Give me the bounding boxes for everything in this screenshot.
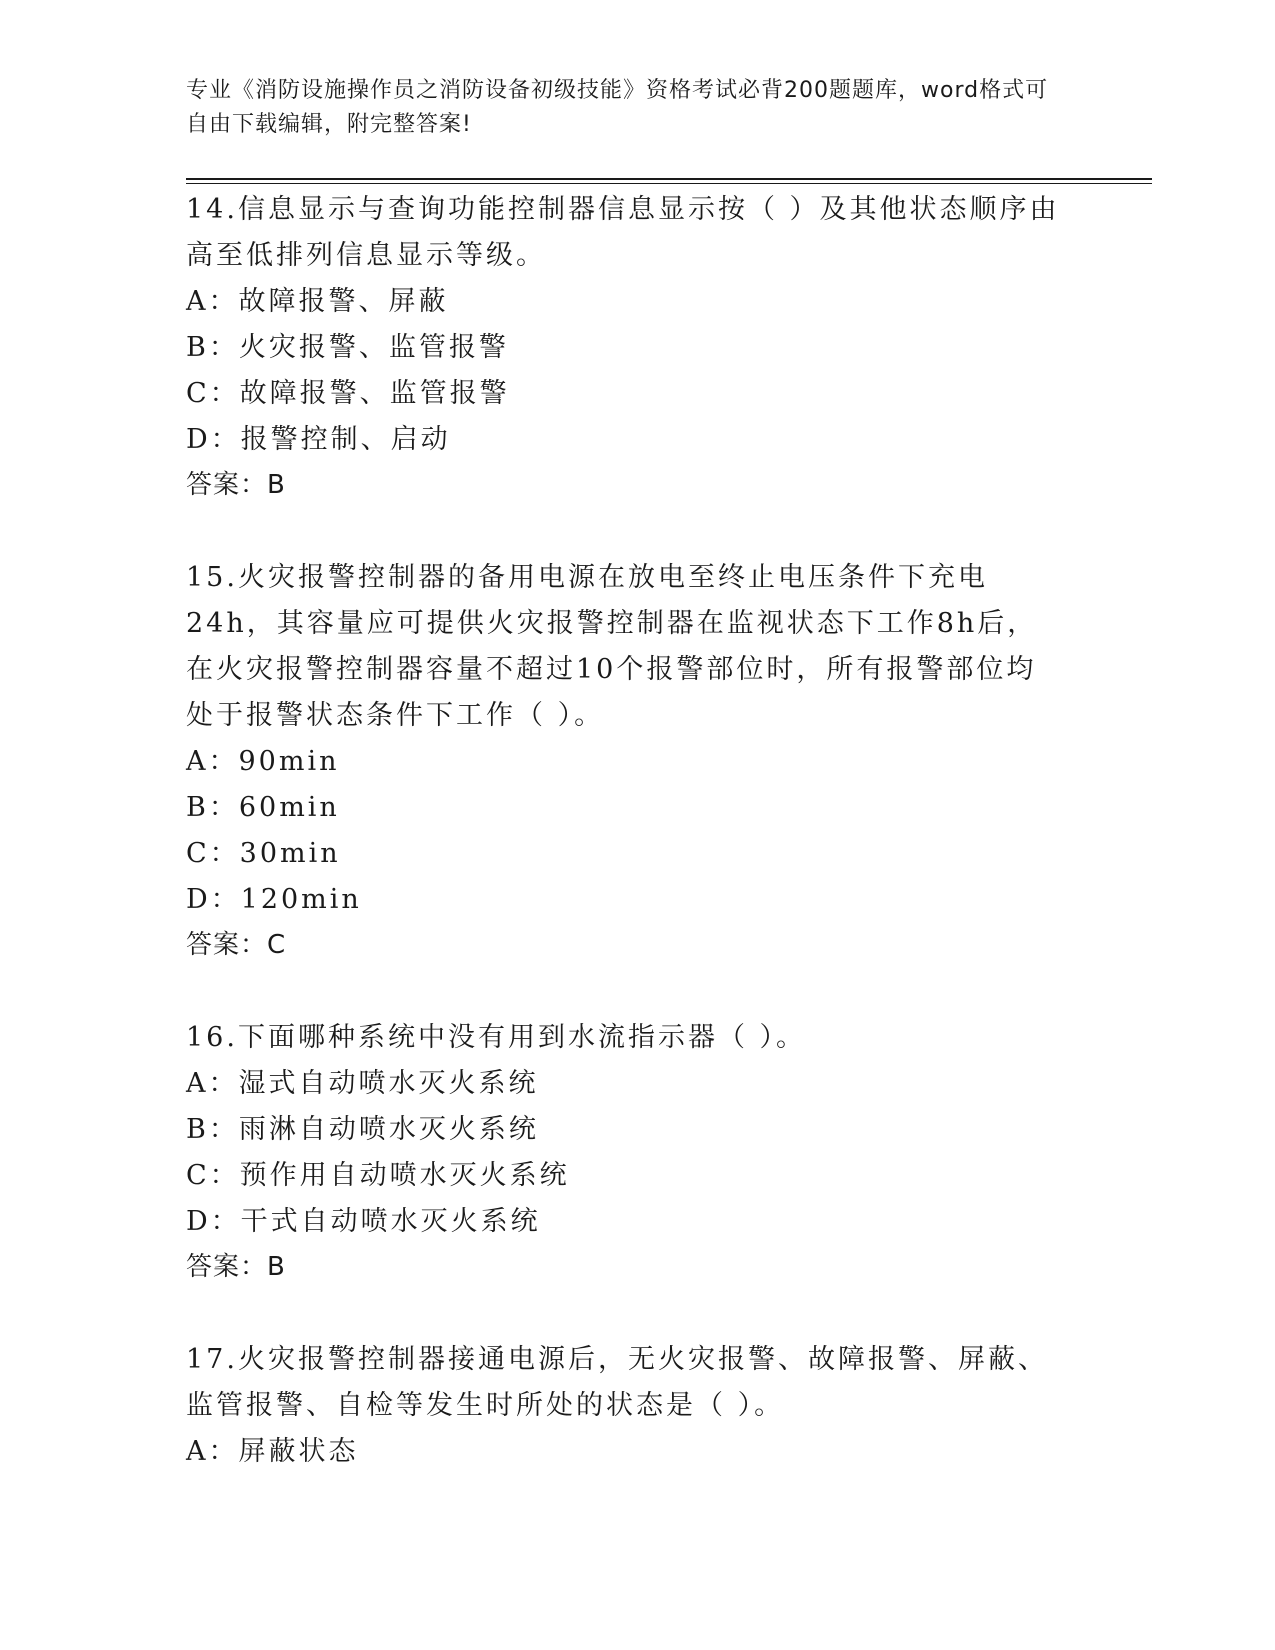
option-c: C：故障报警、监管报警 (186, 378, 510, 409)
option-d: D：干式自动喷水灭火系统 (186, 1206, 541, 1237)
question-stem: 14.信息显示与查询功能控制器信息显示按（ ）及其他状态顺序由高至低排列信息显示等级。 (186, 194, 1060, 271)
header-divider-thin (186, 183, 1152, 184)
question-14 (186, 187, 1066, 508)
question-stem: 17.火灾报警控制器接通电源后，无火灾报警、故障报警、屏蔽、监管报警、自检等发生时所处的状态是（ ）。 (186, 1344, 1048, 1421)
answer: 答案：B (186, 470, 286, 500)
option-a: A：屏蔽状态 (186, 1436, 359, 1467)
header-divider-thick (186, 178, 1152, 180)
option-b: B：雨淋自动喷水灭火系统 (186, 1114, 539, 1145)
answer: 答案：C (186, 930, 287, 960)
question-17 (186, 1337, 1066, 1475)
option-b: B：火灾报警、监管报警 (186, 332, 509, 363)
option-c: C：30min (186, 838, 341, 869)
question-stem: 16.下面哪种系统中没有用到水流指示器（ ）。 (186, 1022, 807, 1053)
question-list (186, 187, 1066, 1522)
question-15 (186, 555, 1066, 968)
question-16 (186, 1015, 1066, 1290)
document-header: 专业《消防设施操作员之消防设备初级技能》资格考试必背200题题库，word格式可自由下载编辑，附完整答案! (186, 78, 1049, 137)
option-a: A：湿式自动喷水灭火系统 (186, 1068, 539, 1099)
option-d: D：报警控制、启动 (186, 424, 451, 455)
option-c: C：预作用自动喷水灭火系统 (186, 1160, 570, 1191)
option-a: A：90min (186, 746, 340, 777)
answer: 答案：B (186, 1252, 286, 1282)
option-a: A：故障报警、屏蔽 (186, 286, 449, 317)
option-b: B：60min (186, 792, 340, 823)
option-d: D：120min (186, 884, 362, 915)
question-stem: 15.火灾报警控制器的备用电源在放电至终止电压条件下充电24h，其容量应可提供火灾报警控制器在监视状态下工作8h后，在火灾报警控制器容量不超过10个报警部位时，所有报警部位均处于报警状态条件下工作（ ）。 (186, 562, 1038, 731)
